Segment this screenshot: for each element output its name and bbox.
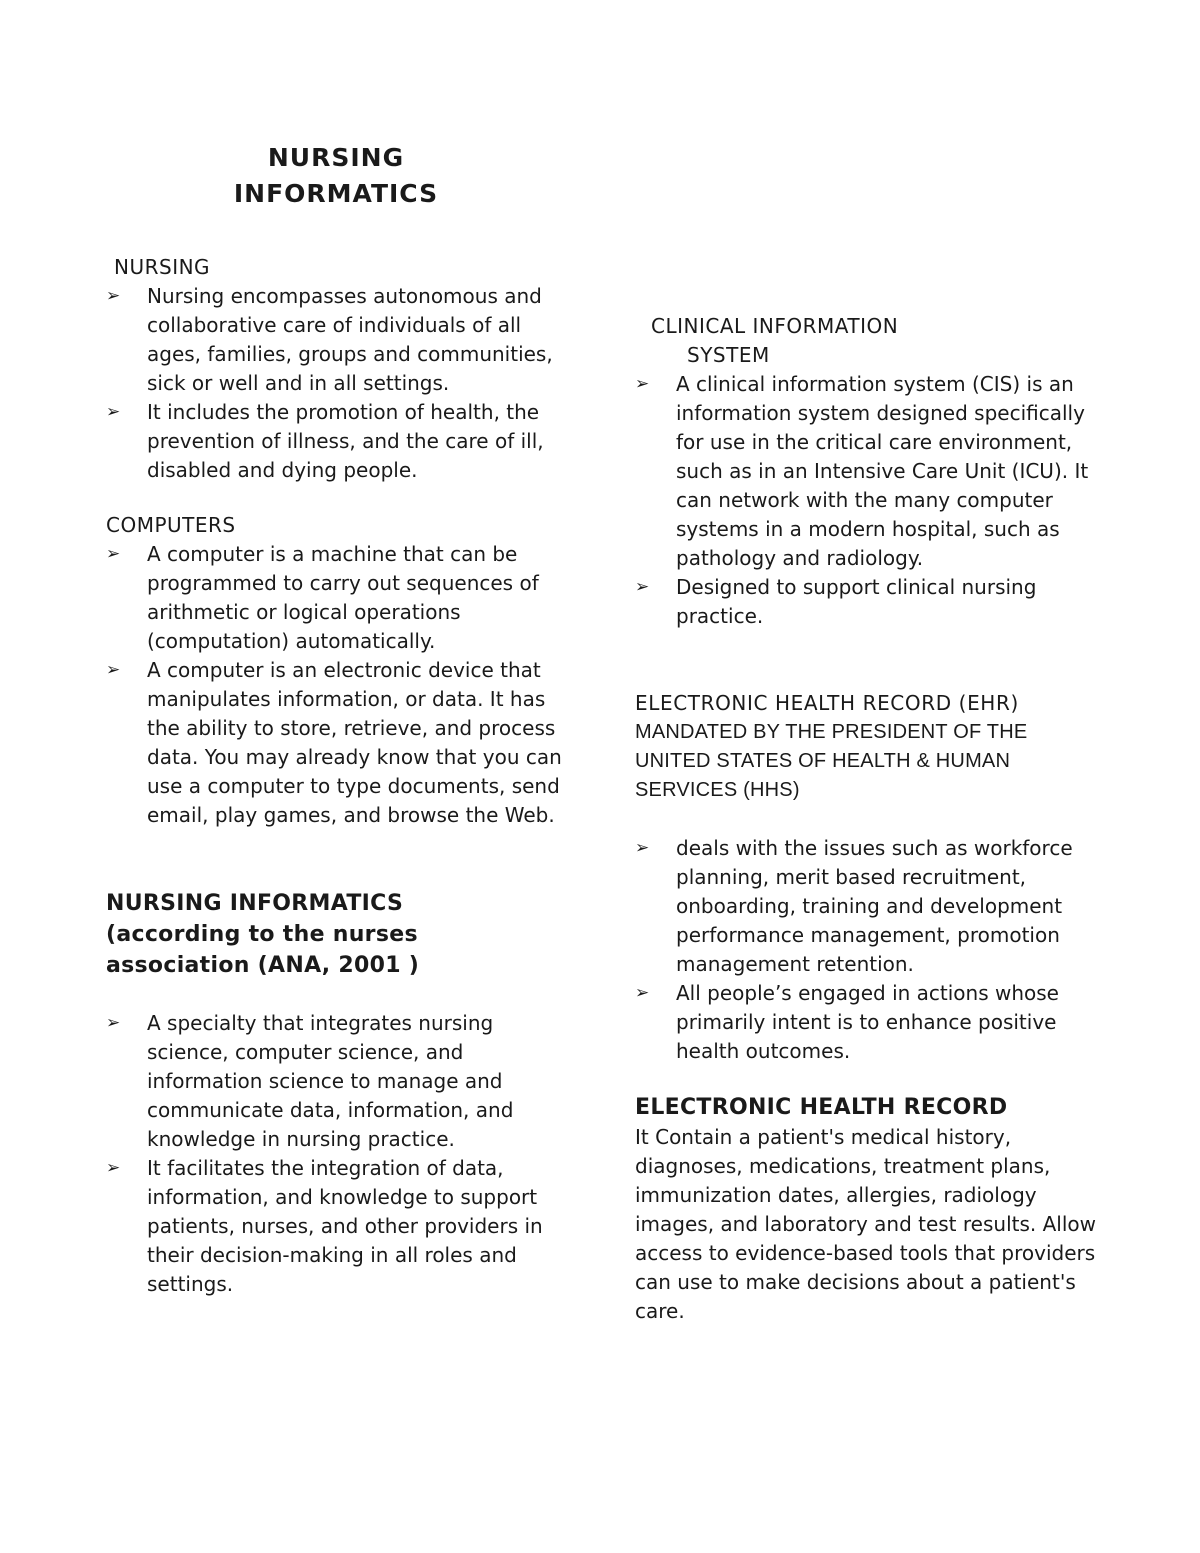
- title-line-1: NURSING: [267, 143, 405, 172]
- arrow-bullet-icon: ➢: [635, 374, 650, 394]
- nursing-heading: NURSING: [114, 255, 211, 279]
- arrow-bullet-icon: ➢: [106, 544, 121, 564]
- computers-section: [106, 511, 581, 830]
- left-column: [106, 140, 581, 1299]
- arrow-bullet-icon: ➢: [635, 577, 650, 597]
- title-line-2: INFORMATICS: [233, 179, 439, 208]
- cis-bullets: [635, 370, 1105, 631]
- list-item: ➢ Designed to support clinical nursing practice.: [635, 575, 1037, 628]
- arrow-bullet-icon: ➢: [106, 1013, 121, 1033]
- arrow-bullet-icon: ➢: [635, 838, 650, 858]
- nursing-informatics-heading: NURSING INFORMATICS (according to the nurses association (ANA, 2001 ): [106, 891, 420, 978]
- list-item: ➢ Nursing encompasses autonomous and collaborative care of individuals of all ages, families, groups and communities, sick or well and in all settings.: [106, 284, 553, 395]
- arrow-bullet-icon: ➢: [106, 1158, 121, 1178]
- arrow-bullet-icon: ➢: [106, 402, 121, 422]
- nursing-bullets: [106, 282, 581, 485]
- list-item: ➢ A computer is an electronic device that manipulates information, or data. It has the ability to store, retrieve, and process data. You may already know that you can use a computer to type documents, send email, play games, and browse the Web.: [106, 658, 562, 827]
- list-item: ➢ A specialty that integrates nursing science, computer science, and information science to manage and communicate data, information, and knowledge in nursing practice.: [106, 1011, 514, 1151]
- ehr-mandate-heading: ELECTRONIC HEALTH RECORD (EHR): [635, 691, 1019, 715]
- list-item: ➢ deals with the issues such as workforce planning, merit based recruitment, onboarding, training and development performance management, promotion management retention.: [635, 836, 1073, 976]
- list-item: ➢ All people’s engaged in actions whose primarily intent is to enhance positive health outcomes.: [635, 981, 1059, 1063]
- ehr-body: It Contain a patient's medical history, diagnoses, medications, treatment plans, immunization dates, allergies, radiology images, and laboratory and test results. Allow access to evidence-based tools that providers can use to make decisions about a patient's care.: [635, 1125, 1096, 1323]
- ehr-mandate-bullets: [635, 834, 1105, 1066]
- list-item: ➢ A clinical information system (CIS) is an information system designed specifically for use in the critical care environment, such as in an Intensive Care Unit (ICU). It can network with the many computer systems in a modern hospital, such as pathology and radiology.: [635, 372, 1089, 570]
- cis-heading: CLINICAL INFORMATION SYSTEM: [651, 314, 899, 367]
- cis-section: [635, 312, 1105, 631]
- computers-bullets: [106, 540, 581, 830]
- right-column: [635, 312, 1105, 1326]
- nursing-informatics-section: [106, 888, 581, 1299]
- arrow-bullet-icon: ➢: [635, 983, 650, 1003]
- ehr-section: [635, 1092, 1105, 1326]
- ehr-mandate-subtext: MANDATED BY THE PRESIDENT OF THE UNITED STATES OF HEALTH & HUMAN SERVICES (HHS): [635, 721, 1028, 801]
- nursing-informatics-bullets: [106, 1009, 581, 1299]
- list-item: ➢ It facilitates the integration of data, information, and knowledge to support patients, nurses, and other providers in their decision-making in all roles and settings.: [106, 1156, 543, 1296]
- ehr-mandate-section: [635, 689, 1105, 1066]
- list-item: ➢ It includes the promotion of health, the prevention of illness, and the care of ill, disabled and dying people.: [106, 400, 544, 482]
- arrow-bullet-icon: ➢: [106, 660, 121, 680]
- computers-heading: COMPUTERS: [106, 513, 236, 537]
- list-item: ➢ A computer is a machine that can be programmed to carry out sequences of arithmetic or logical operations (computation) automatically.: [106, 542, 539, 653]
- ehr-heading: ELECTRONIC HEALTH RECORD: [635, 1095, 1008, 1120]
- document-title: [106, 140, 566, 212]
- arrow-bullet-icon: ➢: [106, 286, 121, 306]
- nursing-section: [106, 253, 581, 485]
